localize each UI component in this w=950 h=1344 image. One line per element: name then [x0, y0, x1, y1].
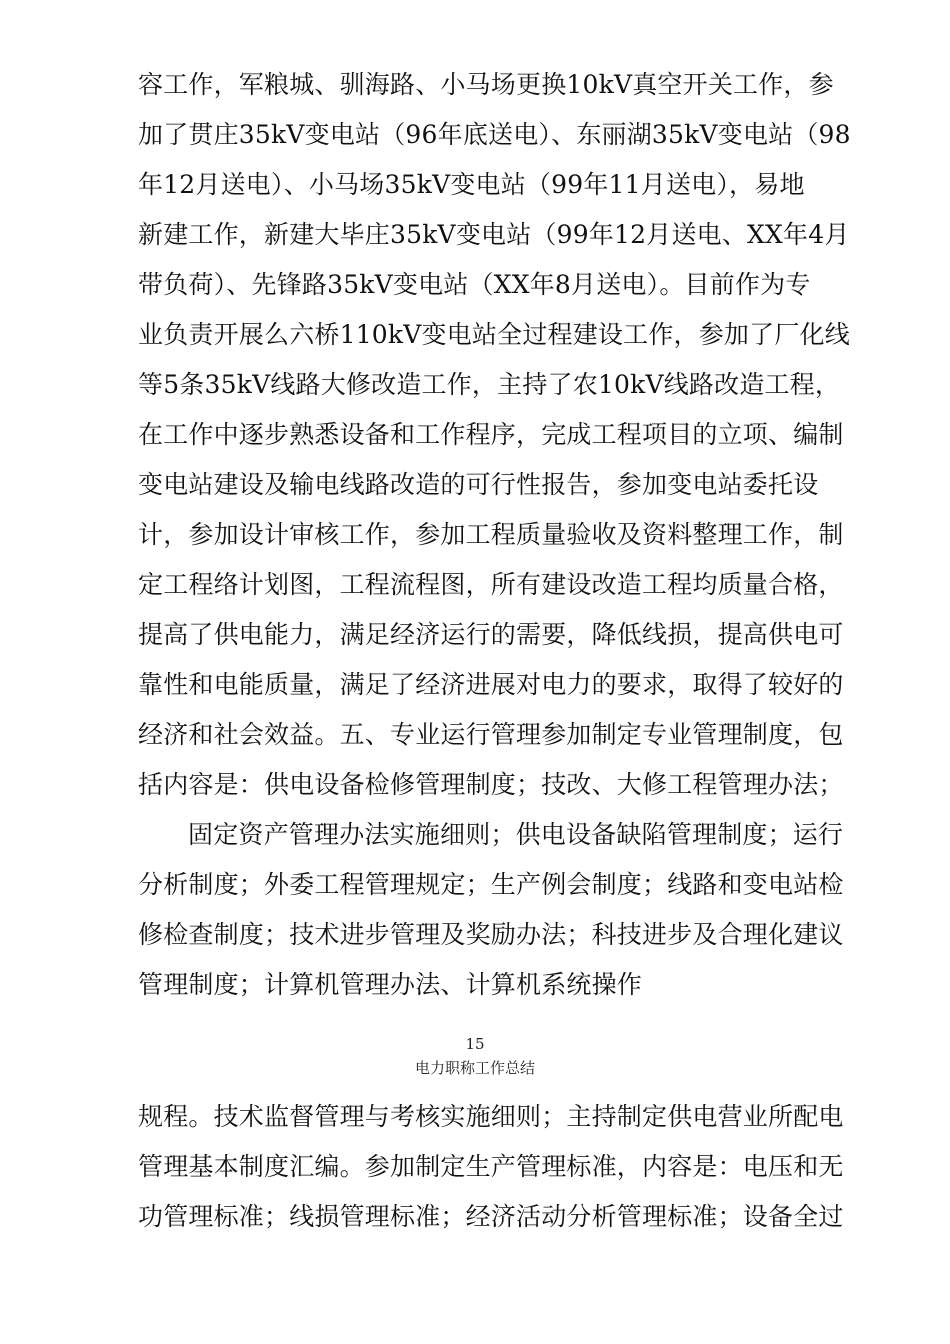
paragraph-line: 功管理标准；线损管理标准；经济活动分析管理标准；设备全过 [138, 1202, 844, 1231]
paragraph-line: 新建工作，新建大毕庄35kV变电站（99年12月送电、XX年4月 [138, 220, 850, 249]
paragraph-line: 等5条35kV线路大修改造工作，主持了农10kV线路改造工程， [138, 370, 841, 399]
paragraph-line: 加了贯庄35kV变电站（96年底送电）、东丽湖35kV变电站（98 [138, 120, 851, 149]
paragraph-line: 定工程络计划图，工程流程图，所有建设改造工程均质量合格， [138, 570, 844, 599]
paragraph-line: 提高了供电能力，满足经济运行的需要，降低线损，提高供电可 [138, 620, 844, 649]
paragraph-line: 分析制度；外委工程管理规定；生产例会制度；线路和变电站检 [138, 870, 844, 899]
paragraph-line: 管理基本制度汇编。参加制定生产管理标准，内容是：电压和无 [138, 1152, 844, 1181]
paragraph-line: 括内容是：供电设备检修管理制度；技改、大修工程管理办法； [138, 770, 844, 799]
paragraph-line: 管理制度；计算机管理办法、计算机系统操作 [138, 970, 643, 999]
paragraph-line: 规程。技术监督管理与考核实施细则；主持制定供电营业所配电 [138, 1102, 844, 1131]
paragraph-line: 年12月送电）、小马场35kV变电站（99年11月送电），易地 [138, 170, 805, 199]
paragraph-line: 经济和社会效益。五、专业运行管理参加制定专业管理制度，包 [138, 720, 844, 749]
page-number: 15 [465, 1035, 485, 1053]
paragraph-line: 修检查制度；技术进步管理及奖励办法；科技进步及合理化建议 [138, 920, 844, 949]
paragraph-line: 靠性和电能质量，满足了经济进展对电力的要求，取得了较好的 [138, 670, 844, 699]
paragraph-line: 容工作，军粮城、驯海路、小马场更换10kV真空开关工作，参 [138, 70, 834, 99]
paragraph-line: 变电站建设及输电线路改造的可行性报告，参加变电站委托设 [138, 470, 819, 499]
paragraph-line: 在工作中逐步熟悉设备和工作程序，完成工程项目的立项、编制 [138, 420, 844, 449]
paragraph-line: 业负责开展么六桥110kV变电站全过程建设工作，参加了厂化线 [138, 320, 850, 349]
paragraph-line: 固定资产管理办法实施细则；供电设备缺陷管理制度；运行 [188, 820, 844, 849]
paragraph-line: 计，参加设计审核工作，参加工程质量验收及资料整理工作，制 [138, 520, 844, 549]
running-title: 电力职称工作总结 [414, 1059, 535, 1077]
paragraph-line: 带负荷）、先锋路35kV变电站（XX年8月送电）。目前作为专 [138, 270, 811, 299]
